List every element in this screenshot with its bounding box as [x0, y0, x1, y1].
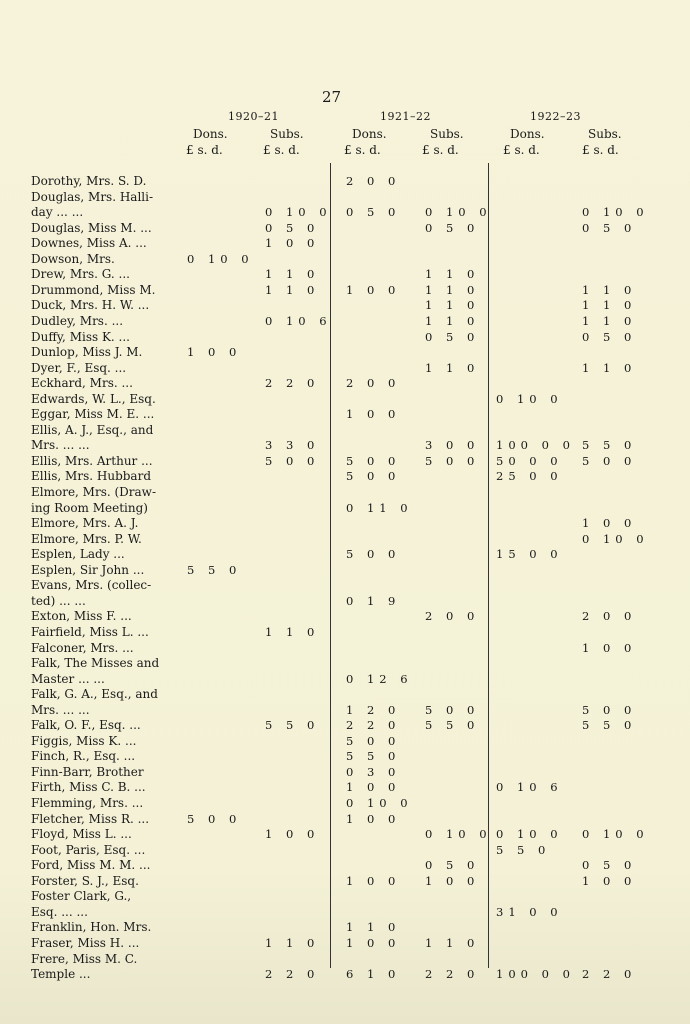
subscriber-name: Esplen, Lady ...	[31, 547, 125, 562]
table-row	[0, 594, 690, 610]
amount-cell: 5 0 0	[425, 453, 480, 468]
lsd-head: £ s. d.	[582, 143, 619, 157]
subscriber-name: Duffy, Miss K. ...	[31, 329, 130, 344]
amount-cell: 0 11 0	[346, 500, 413, 515]
amount-cell: 15 0 0	[496, 547, 563, 562]
table-row	[0, 687, 690, 703]
amount-cell: 1 1 0	[582, 282, 637, 297]
subscriber-name: Firth, Miss C. B. ...	[31, 780, 146, 795]
amount-cell: 0 3 0	[346, 764, 401, 779]
table-row	[0, 796, 690, 812]
amount-cell: 1 0 0	[265, 236, 320, 251]
amount-cell: 1 0 0	[582, 640, 637, 655]
col-head-subs-1922: Subs.	[588, 127, 622, 141]
amount-cell: 5 0 0	[346, 733, 401, 748]
subscriber-name: Esplen, Sir John ...	[31, 562, 145, 577]
table-row	[0, 516, 690, 532]
subscriber-name: Ellis, Mrs. Hubbard	[31, 469, 151, 484]
subscriber-name: Mrs. ... ...	[31, 702, 90, 717]
amount-cell: 0 10 0	[265, 205, 332, 220]
amount-cell: 1 0 0	[582, 516, 637, 531]
amount-cell: 5 0 0	[346, 547, 401, 562]
subscriber-name: Ford, Miss M. M. ...	[31, 858, 151, 873]
subscriber-name: Dyer, F., Esq. ...	[31, 360, 127, 375]
amount-cell: 2 0 0	[346, 174, 401, 188]
subscriber-name: Exton, Miss F. ...	[31, 609, 132, 624]
table-row	[0, 858, 690, 874]
amount-cell: 5 5 0	[582, 438, 637, 453]
amount-cell: 0 5 0	[582, 220, 637, 235]
amount-cell: 1 1 0	[265, 935, 320, 950]
table-row	[0, 190, 690, 206]
subscriber-name: Flemming, Mrs. ...	[31, 796, 144, 810]
amount-cell: 1 1 0	[582, 298, 637, 313]
table-row	[0, 407, 690, 423]
amount-cell: 1 0 0	[346, 873, 401, 888]
subscriber-name: Fraser, Miss H. ...	[31, 935, 140, 950]
col-head-subs-1921: Subs.	[430, 127, 464, 141]
subscriber-name: Douglas, Mrs. Halli-	[31, 189, 154, 204]
amount-cell: 5 0 0	[346, 453, 401, 468]
table-row	[0, 843, 690, 859]
table-row	[0, 905, 690, 921]
subscriber-name: Eggar, Miss M. E. ...	[31, 407, 155, 422]
table-row	[0, 376, 690, 392]
amount-cell: 2 2 0	[582, 967, 637, 982]
amount-cell: 1 0 0	[346, 407, 401, 422]
amount-cell: 5 5 0	[187, 562, 242, 577]
table-row	[0, 423, 690, 439]
subscriber-name: day ... ...	[31, 205, 84, 220]
table-row	[0, 314, 690, 330]
table-row	[0, 454, 690, 470]
amount-cell: 1 1 0	[425, 298, 480, 313]
amount-cell: 1 1 0	[425, 360, 480, 375]
subscriber-name: Douglas, Miss M. ...	[31, 220, 152, 235]
lsd-head: £ s. d.	[186, 143, 223, 157]
amount-cell: 0 10 0	[582, 205, 649, 220]
table-row	[0, 765, 690, 781]
table-row	[0, 889, 690, 905]
year-heading-1921: 1921–22	[380, 110, 431, 123]
amount-cell: 0 10 0	[496, 391, 563, 406]
amount-cell: 0 10 0	[425, 827, 492, 842]
amount-cell: 1 1 0	[582, 360, 637, 375]
amount-cell: 0 12 6	[346, 671, 413, 686]
subscriber-name: Fletcher, Miss R. ...	[31, 811, 150, 826]
year-heading-1922: 1922–23	[530, 110, 581, 123]
table-row	[0, 827, 690, 843]
table-row	[0, 547, 690, 563]
amount-cell: 0 5 0	[425, 858, 480, 873]
subscriber-name: Frere, Miss M. C.	[31, 951, 138, 966]
amount-cell: 5 5 0	[265, 718, 320, 733]
lsd-head: £ s. d.	[503, 143, 540, 157]
amount-cell: 50 0 0	[496, 453, 563, 468]
amount-cell: 2 2 0	[265, 376, 320, 391]
table-row	[0, 330, 690, 346]
amount-cell: 0 10 0	[187, 251, 254, 266]
subscriber-name: Evans, Mrs. (collec-	[31, 578, 152, 593]
subscriber-name: Drummond, Miss M.	[31, 282, 156, 297]
table-row	[0, 267, 690, 283]
amount-cell: 1 1 0	[265, 267, 320, 282]
table-row	[0, 780, 690, 796]
subscriber-name: Finch, R., Esq. ...	[31, 749, 136, 764]
amount-cell: 6 1 0	[346, 967, 401, 982]
amount-cell: 2 2 0	[265, 967, 320, 982]
amount-cell: 0 5 0	[582, 329, 637, 344]
subscriber-name: Falk, The Misses and	[31, 656, 160, 671]
subscriber-name: Eckhard, Mrs. ...	[31, 376, 133, 391]
subscriber-name: Duck, Mrs. H. W. ...	[31, 298, 150, 313]
amount-cell: 5 5 0	[346, 749, 401, 764]
subscriber-name: Elmore, Mrs. A. J.	[31, 516, 139, 531]
subscriber-name: Finn-Barr, Brother	[31, 764, 144, 779]
table-row	[0, 625, 690, 641]
table-row	[0, 438, 690, 454]
amount-cell: 2 2 0	[346, 718, 401, 733]
amount-cell: 0 5 0	[425, 220, 480, 235]
subscriber-name: Dudley, Mrs. ...	[31, 313, 124, 328]
amount-cell: 1 0 0	[346, 282, 401, 297]
table-row	[0, 252, 690, 268]
amount-cell: 0 10 0	[496, 827, 563, 842]
subscriber-name: Edwards, W. L., Esq.	[31, 391, 156, 406]
amount-cell: 100 0 0	[496, 967, 575, 982]
amount-cell: 1 1 0	[346, 920, 401, 935]
amount-cell: 0 10 0	[346, 796, 413, 810]
amount-cell: 25 0 0	[496, 469, 563, 484]
table-row	[0, 392, 690, 408]
amount-cell: 1 1 0	[582, 313, 637, 328]
subscriber-name: Dowson, Mrs.	[31, 251, 115, 266]
amount-cell: 1 1 0	[425, 267, 480, 282]
amount-cell: 5 0 0	[187, 811, 242, 826]
amount-cell: 1 0 0	[265, 827, 320, 842]
table-row	[0, 967, 690, 983]
table-row	[0, 749, 690, 765]
table-row	[0, 874, 690, 890]
amount-cell: 1 2 0	[346, 702, 401, 717]
subscriber-name: Temple ...	[31, 967, 91, 982]
amount-cell: 31 0 0	[496, 904, 563, 919]
table-row	[0, 485, 690, 501]
table-row	[0, 205, 690, 221]
col-head-dons-1922: Dons.	[510, 127, 545, 141]
subscriber-name: Mrs. ... ...	[31, 438, 90, 453]
amount-cell: 1 1 0	[265, 624, 320, 639]
amount-cell: 5 0 0	[425, 702, 480, 717]
subscriber-name: Falk, G. A., Esq., and	[31, 687, 158, 702]
page-number: 27	[322, 88, 342, 106]
table-row	[0, 920, 690, 936]
amount-cell: 1 0 0	[346, 811, 401, 826]
table-row	[0, 174, 690, 190]
subscriber-name: Falconer, Mrs. ...	[31, 640, 134, 655]
subscriber-name: Drew, Mrs. G. ...	[31, 267, 130, 282]
table-row	[0, 656, 690, 672]
amount-cell: 1 0 0	[582, 873, 637, 888]
amount-cell: 0 5 0	[265, 220, 320, 235]
subscriber-name: Dorothy, Mrs. S. D.	[31, 174, 147, 188]
lsd-head: £ s. d.	[422, 143, 459, 157]
subscriber-name: Elmore, Mrs. P. W.	[31, 531, 142, 546]
amount-cell: 5 0 0	[346, 469, 401, 484]
table-row	[0, 812, 690, 828]
table-row	[0, 532, 690, 548]
amount-cell: 1 0 0	[346, 780, 401, 795]
table-row	[0, 221, 690, 237]
subscriber-name: Franklin, Hon. Mrs.	[31, 920, 152, 935]
subscriber-name: Esq. ... ...	[31, 904, 88, 919]
amount-cell: 0 10 0	[582, 531, 649, 546]
amount-cell: 1 0 0	[425, 873, 480, 888]
amount-cell: 5 5 0	[582, 718, 637, 733]
amount-cell: 0 10 6	[265, 313, 332, 328]
amount-cell: 0 1 9	[346, 593, 401, 608]
amount-cell: 0 5 0	[346, 205, 401, 220]
amount-cell: 2 0 0	[425, 609, 480, 624]
subscriber-name: ing Room Meeting)	[31, 500, 148, 515]
amount-cell: 0 10 6	[496, 780, 563, 795]
amount-cell: 0 5 0	[425, 329, 480, 344]
subscriber-name: Falk, O. F., Esq. ...	[31, 718, 141, 733]
subscriber-name: Master ... ...	[31, 671, 105, 686]
subscriber-name: Foster Clark, G.,	[31, 889, 132, 904]
table-row	[0, 609, 690, 625]
amount-cell: 5 5 0	[496, 842, 551, 857]
table-row	[0, 734, 690, 750]
table-row	[0, 361, 690, 377]
amount-cell: 5 0 0	[582, 702, 637, 717]
amount-cell: 2 0 0	[346, 376, 401, 391]
amount-cell: 1 1 0	[265, 282, 320, 297]
subscriber-name: Figgis, Miss K. ...	[31, 733, 137, 748]
subscriber-name: Foot, Paris, Esq. ...	[31, 842, 146, 857]
table-row	[0, 298, 690, 314]
amount-cell: 2 2 0	[425, 967, 480, 982]
subscriber-name: Ellis, Mrs. Arthur ...	[31, 453, 153, 468]
subscriber-name: Downes, Miss A. ...	[31, 236, 147, 251]
subscriber-name: Ellis, A. J., Esq., and	[31, 422, 154, 437]
table-row	[0, 703, 690, 719]
subscriber-name: ted) ... ...	[31, 593, 86, 608]
amount-cell: 1 0 0	[187, 345, 242, 360]
amount-cell: 1 1 0	[425, 282, 480, 297]
amount-cell: 0 10 0	[425, 205, 492, 220]
table-row	[0, 345, 690, 361]
table-row	[0, 641, 690, 657]
col-head-subs-1920: Subs.	[270, 127, 304, 141]
table-row	[0, 469, 690, 485]
amount-cell: 3 3 0	[265, 438, 320, 453]
amount-cell: 3 0 0	[425, 438, 480, 453]
col-head-dons-1921: Dons.	[352, 127, 387, 141]
table-row	[0, 563, 690, 579]
table-row	[0, 672, 690, 688]
amount-cell: 1 1 0	[425, 313, 480, 328]
amount-cell: 0 10 0	[582, 827, 649, 842]
amount-cell: 5 0 0	[582, 453, 637, 468]
table-row	[0, 718, 690, 734]
amount-cell: 0 5 0	[582, 858, 637, 873]
subscriber-name: Floyd, Miss L. ...	[31, 827, 132, 842]
table-row	[0, 578, 690, 594]
subscriber-name: Fairfield, Miss L. ...	[31, 624, 149, 639]
amount-cell: 5 0 0	[265, 453, 320, 468]
year-heading-1920: 1920–21	[228, 110, 279, 123]
amount-cell: 100 0 0	[496, 438, 575, 453]
table-row	[0, 236, 690, 252]
amount-cell: 1 1 0	[425, 935, 480, 950]
subscriber-name: Elmore, Mrs. (Draw-	[31, 485, 156, 499]
col-head-dons-1920: Dons.	[193, 127, 228, 141]
subscriber-name: Dunlop, Miss J. M.	[31, 345, 143, 360]
table-row	[0, 283, 690, 299]
table-row	[0, 501, 690, 517]
lsd-head: £ s. d.	[344, 143, 381, 157]
amount-cell: 5 5 0	[425, 718, 480, 733]
table-row	[0, 936, 690, 952]
amount-cell: 2 0 0	[582, 609, 637, 624]
table-row	[0, 952, 690, 968]
lsd-head: £ s. d.	[263, 143, 300, 157]
amount-cell: 1 0 0	[346, 935, 401, 950]
subscriber-name: Forster, S. J., Esq.	[31, 873, 139, 888]
